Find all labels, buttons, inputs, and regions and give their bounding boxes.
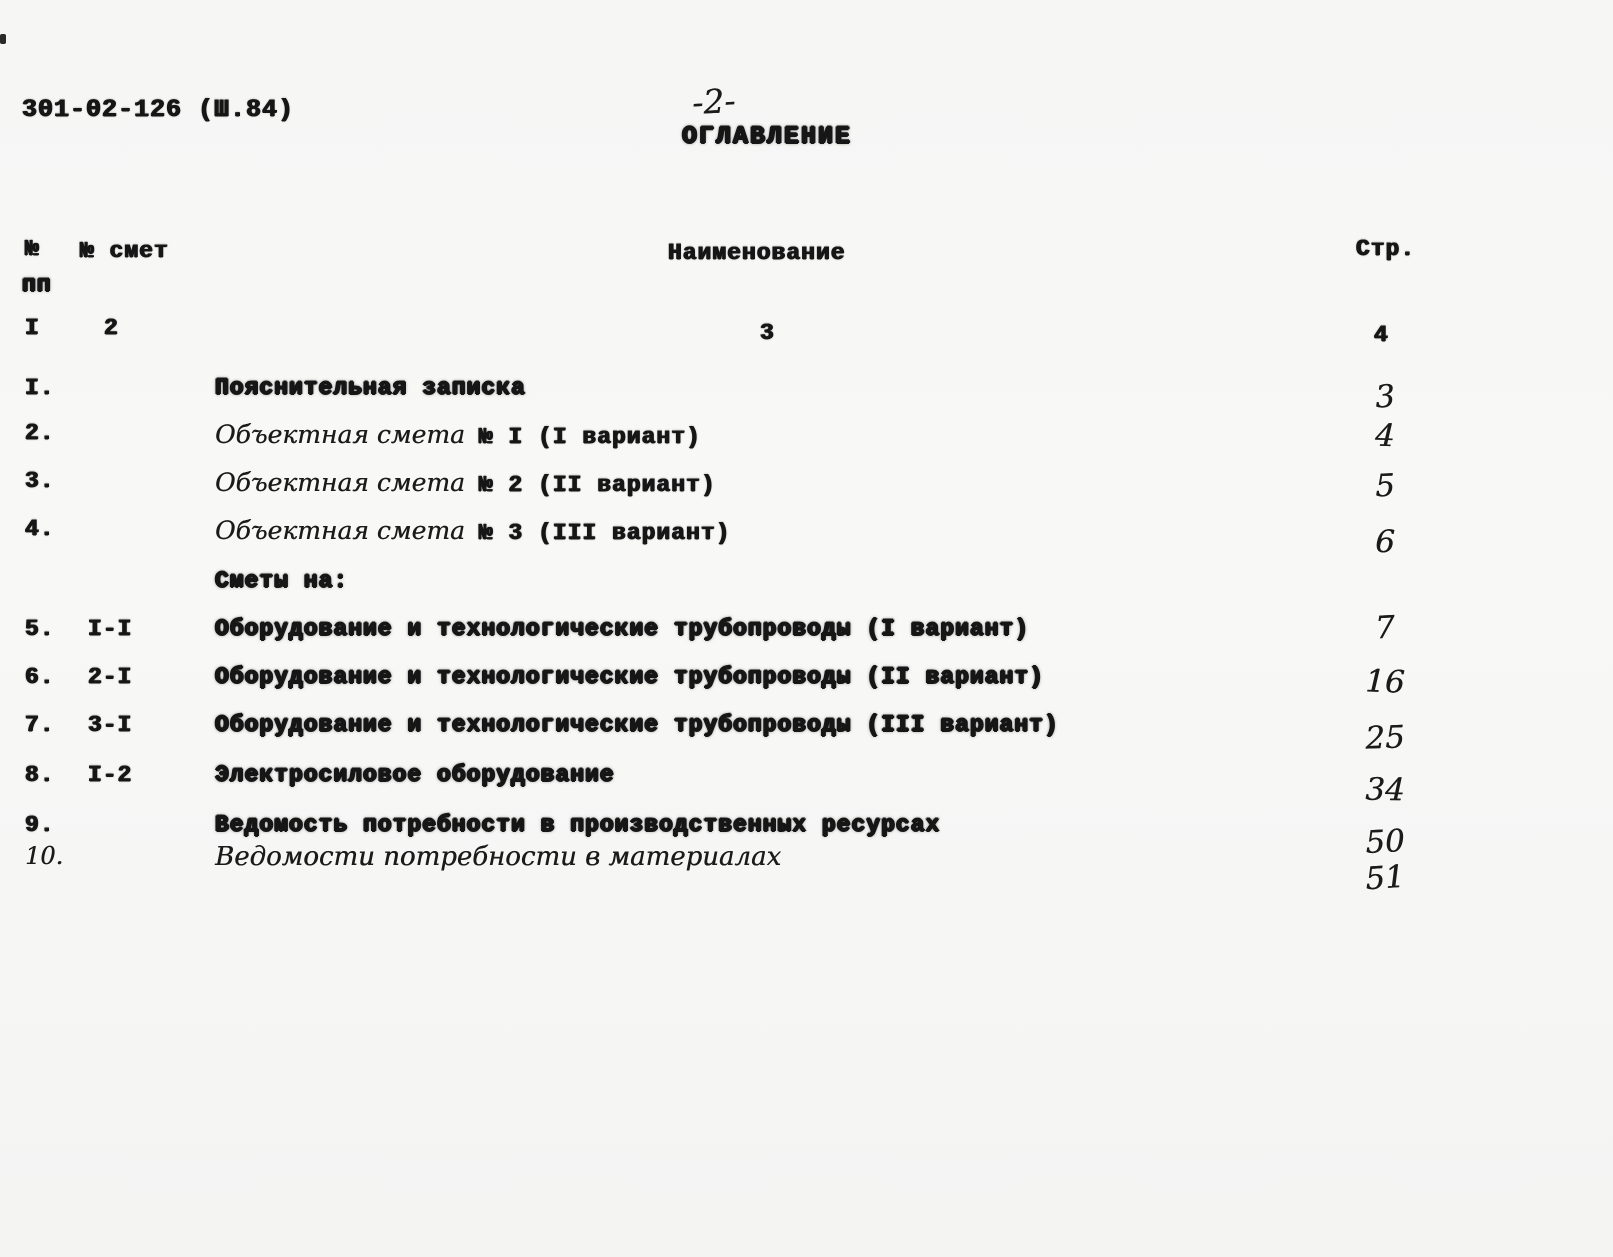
table-subheader: Сметы на: [215, 568, 349, 594]
scan-artifact [0, 34, 6, 44]
row-page: 50 [1364, 822, 1406, 862]
header-col-pp: пп [22, 272, 52, 298]
row-number: 6. [25, 664, 55, 690]
row-smeta-number: 3-I [88, 712, 133, 738]
table-row [0, 516, 1613, 561]
row-number: 10. [25, 842, 64, 870]
row-number: 3. [25, 468, 55, 494]
table-row [0, 762, 1613, 809]
row-number: 2. [25, 420, 55, 446]
table-subheader-row [0, 568, 1613, 608]
row-title-handwritten: Объектная смета [215, 420, 465, 449]
row-title: Оборудование и технологические трубопроводы (I вариант) [215, 616, 1030, 642]
row-page: 25 [1364, 719, 1406, 757]
column-number-4: 4 [1374, 322, 1389, 348]
row-number: 4. [25, 516, 55, 542]
page-title: ОГЛАВЛЕНИЕ [682, 122, 853, 151]
row-page: 7 [1374, 609, 1396, 647]
row-page: 4 [1374, 417, 1396, 455]
header-col-name: Наименование [668, 240, 846, 266]
row-page: 5 [1374, 467, 1396, 505]
table-row [0, 468, 1613, 508]
page-number: -2- [691, 80, 737, 123]
row-page: 34 [1364, 771, 1406, 809]
row-title: Оборудование и технологические трубопроводы (III вариант) [215, 712, 1059, 738]
table-row [0, 609, 1613, 656]
column-number-3: 3 [760, 320, 775, 346]
row-title [215, 516, 731, 546]
row-page: 3 [1373, 378, 1397, 416]
row-smeta-number: I-I [88, 616, 133, 642]
header-col-smeta-number: № смет [80, 238, 169, 264]
row-title-typed: № 3 (III вариант) [478, 520, 731, 546]
row-title: Оборудование и технологические трубопроводы (II вариант) [215, 664, 1044, 690]
row-title: Ведомости потребности в материалах [215, 842, 782, 872]
table-row [0, 375, 1613, 415]
row-smeta-number: I-2 [88, 762, 133, 788]
row-title-typed: № 2 (II вариант) [478, 472, 716, 498]
table-row [0, 664, 1613, 704]
row-title [215, 468, 716, 498]
row-number: I. [25, 375, 55, 401]
column-number-1: I [25, 315, 40, 341]
table-row [0, 417, 1613, 460]
row-number: 7. [25, 712, 55, 738]
row-page: 6 [1374, 523, 1396, 561]
row-title [215, 420, 701, 450]
row-page: 51 [1364, 858, 1406, 898]
row-number: 9. [25, 812, 55, 838]
document-number: 301-02-126 (Ш.84) [22, 95, 295, 124]
row-title: Ведомость потребности в производственных ресурсах [215, 812, 941, 838]
header-col-page: Стр. [1356, 236, 1416, 262]
row-number: 8. [25, 762, 55, 788]
row-title-handwritten: Объектная смета [215, 468, 465, 497]
row-title: Электросиловое оборудование [215, 762, 615, 788]
row-title: Пояснительная записка [215, 375, 526, 401]
table-row [0, 842, 1613, 898]
row-title-handwritten: Объектная смета [215, 516, 465, 545]
column-number-2: 2 [104, 315, 119, 341]
row-number: 5. [25, 616, 55, 642]
row-page: 16 [1364, 663, 1406, 701]
row-title-typed: № I (I вариант) [478, 424, 701, 450]
header-col-number-sign: № [25, 236, 40, 262]
table-row [0, 712, 1613, 757]
row-smeta-number: 2-I [88, 664, 133, 690]
